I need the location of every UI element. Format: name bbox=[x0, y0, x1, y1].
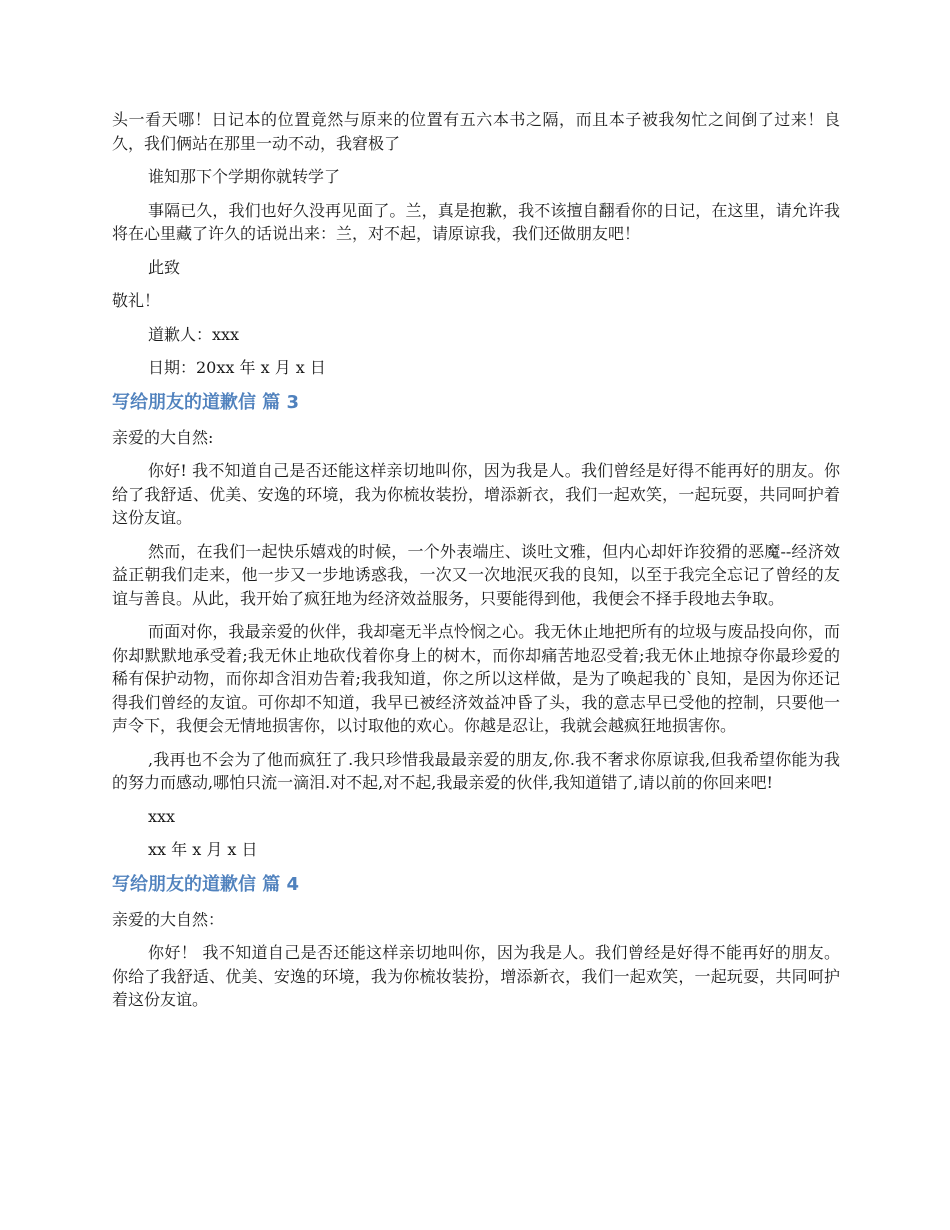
paragraph: ,我再也不会为了他而疯狂了.我只珍惜我最最亲爱的朋友,你.我不奢求你原谅我,但我希望你能为我的努力而感动,哪怕只流一滴泪.对不起,对不起,我最亲爱的伙伴,我知道错了,请以前的你回来吧! bbox=[112, 749, 840, 792]
greeting-line: 亲爱的大自然: bbox=[112, 427, 214, 447]
date-line: xx 年 x 月 x 日 bbox=[148, 840, 258, 859]
paragraph: 而面对你，我最亲爱的伙伴，我却毫无半点怜悯之心。我无休止地把所有的垃圾与废品投向你，而你却默默地承受着;我无休止地砍伐着你身上的树木，而你却痛苦地忍受着;我无休止地掠夺你最珍爱的稀有保护动物，而你却含泪劝告着;我我知道，你之所以这样做，是为了唤起我的`良知，是因为你还记得我们曾经的友谊。可你却不知道，我早已被经济效益冲昏了头，我的意志早已受他的控制，只要他一声令下，我便会无情地损害你，以讨取他的欢心。你越是忍让，我就会越疯狂地损害你。 bbox=[112, 622, 840, 735]
salutation-line: 敬礼！ bbox=[112, 291, 161, 310]
greeting-line: 亲爱的大自然： bbox=[112, 909, 225, 929]
paragraph: 谁知那下个学期你就转学了 bbox=[148, 167, 341, 186]
signer-line: xxx bbox=[148, 806, 176, 826]
paragraph: 头一看天哪！日记本的位置竟然与原来的位置有五六本书之隔，而且本子被我匆忙之间倒了过来！良久，我们俩站在那里一动不动，我窘极了 bbox=[112, 110, 840, 153]
section-heading: 写给朋友的道歉信 篇 3 bbox=[112, 391, 300, 413]
paragraph: 你好！ 我不知道自己是否还能这样亲切地叫你，因为我是人。我们曾经是好得不能再好的朋友。你给了我舒适、优美、安逸的环境，我为你梳妆装扮，增添新衣，我们一起欢笑，一起玩耍，共同呵护着这份友谊。 bbox=[112, 943, 840, 1009]
paragraph: 事隔已久，我们也好久没再见面了。兰，真是抱歉，我不该擅自翻看你的日记，在这里，请允许我将在心里藏了许久的话说出来：兰，对不起，请原谅我，我们还做朋友吧！ bbox=[112, 200, 840, 243]
signer-line: 道歉人：xxx bbox=[148, 324, 240, 344]
document-page bbox=[112, 108, 840, 1022]
closing-line: 此致 bbox=[148, 257, 181, 277]
paragraph: 然而，在我们一起快乐嬉戏的时候，一个外表端庄、谈吐文雅，但内心却奸诈狡猾的恶魔--经济效益正朝我们走来，他一步又一步地诱惑我，一次又一次地泯灭我的良知，以至于我完全忘记了曾经的友谊与善良。从此，我开始了疯狂地为经济效益服务，只要能得到他，我便会不择手段地去争取。 bbox=[112, 541, 840, 608]
paragraph: 你好! 我不知道自己是否还能这样亲切地叫你，因为我是人。我们曾经是好得不能再好的朋友。你给了我舒适、优美、安逸的环境，我为你梳妆装扮，增添新衣，我们一起欢笑，一起玩耍，共同呵护着这份友谊。 bbox=[112, 461, 840, 527]
section-heading: 写给朋友的道歉信 篇 4 bbox=[112, 873, 300, 895]
date-line: 日期：20xx 年 x 月 x 日 bbox=[148, 358, 326, 377]
